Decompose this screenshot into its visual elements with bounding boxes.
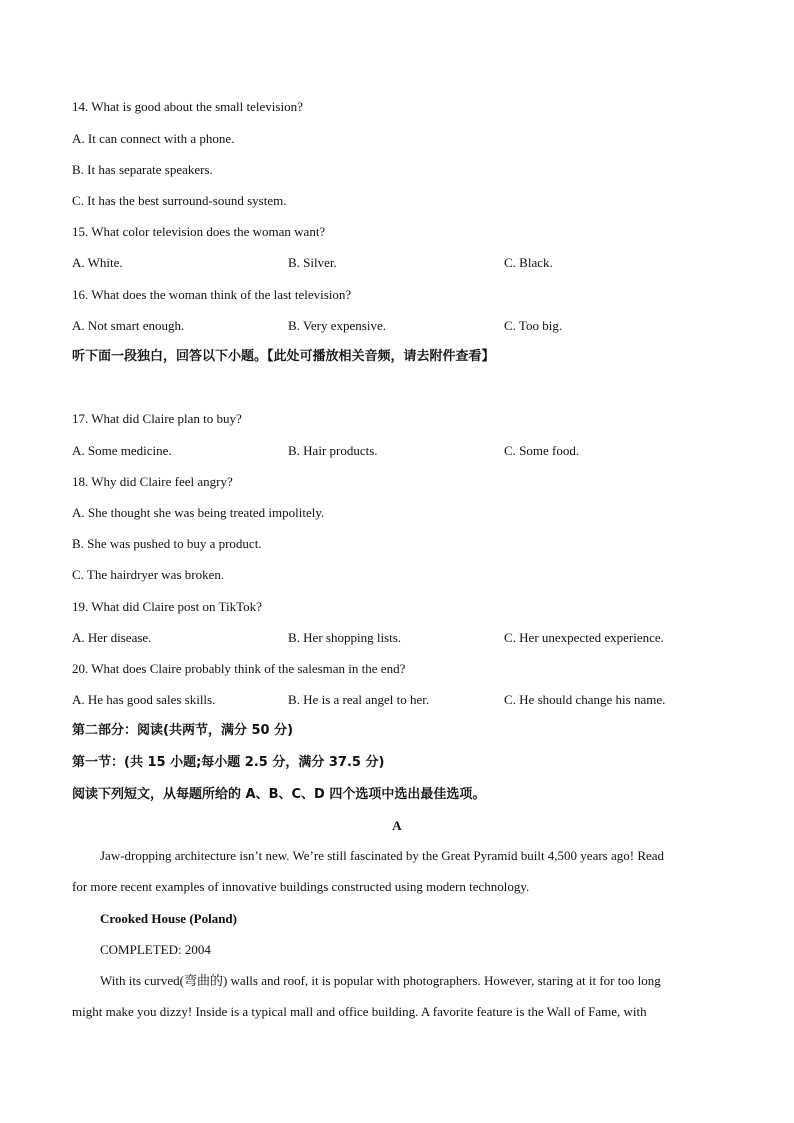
q18-option-a: A. She thought she was being treated impolitely. <box>72 505 325 520</box>
passage-body-line-2: might make you dizzy! Inside is a typical mall and office building. A favorite feature is the Wall of Fame, with <box>72 1004 647 1019</box>
question-14: 14. What is good about the small television? <box>72 99 303 114</box>
q18-option-c: C. The hairdryer was broken. <box>72 567 225 582</box>
q19-option-b: B. Her shopping lists. <box>288 630 402 645</box>
q17-option-b: B. Hair products. <box>288 443 378 458</box>
passage-label: A <box>392 818 402 833</box>
reading-instruction: 阅读下列短文，从每题所给的 A、B、C、D 四个选项中选出最佳选项。 <box>72 787 486 802</box>
q20-option-c: C. He should change his name. <box>504 692 666 707</box>
q20-option-a: A. He has good sales skills. <box>72 692 216 707</box>
q16-option-c: C. Too big. <box>504 318 563 333</box>
q14-option-a: A. It can connect with a phone. <box>72 131 235 146</box>
q15-option-b: B. Silver. <box>288 255 337 270</box>
passage-completed-date: COMPLETED: 2004 <box>100 942 211 957</box>
question-15: 15. What color television does the woman want? <box>72 224 326 239</box>
question-17: 17. What did Claire plan to buy? <box>72 411 242 426</box>
reading-section-title: 第一节：(共 15 小题;每小题 2.5 分，满分 37.5 分) <box>72 755 385 770</box>
q17-option-c: C. Some food. <box>504 443 580 458</box>
passage-heading-crooked-house: Crooked House (Poland) <box>100 911 237 926</box>
q16-option-a: A. Not smart enough. <box>72 318 185 333</box>
q19-option-c: C. Her unexpected experience. <box>504 630 664 645</box>
question-19: 19. What did Claire post on TikTok? <box>72 599 262 614</box>
q14-option-c: C. It has the best surround-sound system. <box>72 193 287 208</box>
q17-option-a: A. Some medicine. <box>72 443 172 458</box>
q18-option-b: B. She was pushed to buy a product. <box>72 536 262 551</box>
q15-option-c: C. Black. <box>504 255 553 270</box>
q20-option-b: B. He is a real angel to her. <box>288 692 430 707</box>
q14-option-b: B. It has separate speakers. <box>72 162 213 177</box>
question-18: 18. Why did Claire feel angry? <box>72 474 233 489</box>
passage-intro-line-1: Jaw-dropping architecture isn’t new. We’re still fascinated by the Great Pyramid built 4,500 years ago! Read <box>100 848 665 863</box>
question-16: 16. What does the woman think of the last television? <box>72 287 352 302</box>
question-20: 20. What does Claire probably think of the salesman in the end? <box>72 661 406 676</box>
reading-part-title: 第二部分：阅读(共两节，满分 50 分) <box>72 723 294 738</box>
monologue-instruction: 听下面一段独白，回答以下小题。【此处可播放相关音频，请去附件查看】 <box>72 349 495 364</box>
q15-option-a: A. White. <box>72 255 123 270</box>
passage-intro-line-2: for more recent examples of innovative buildings constructed using modern technology. <box>72 879 530 894</box>
q16-option-b: B. Very expensive. <box>288 318 386 333</box>
q19-option-a: A. Her disease. <box>72 630 152 645</box>
passage-body-line-1: With its curved(弯曲的) walls and roof, it is popular with photographers. However, staring at it for too long <box>100 973 661 988</box>
